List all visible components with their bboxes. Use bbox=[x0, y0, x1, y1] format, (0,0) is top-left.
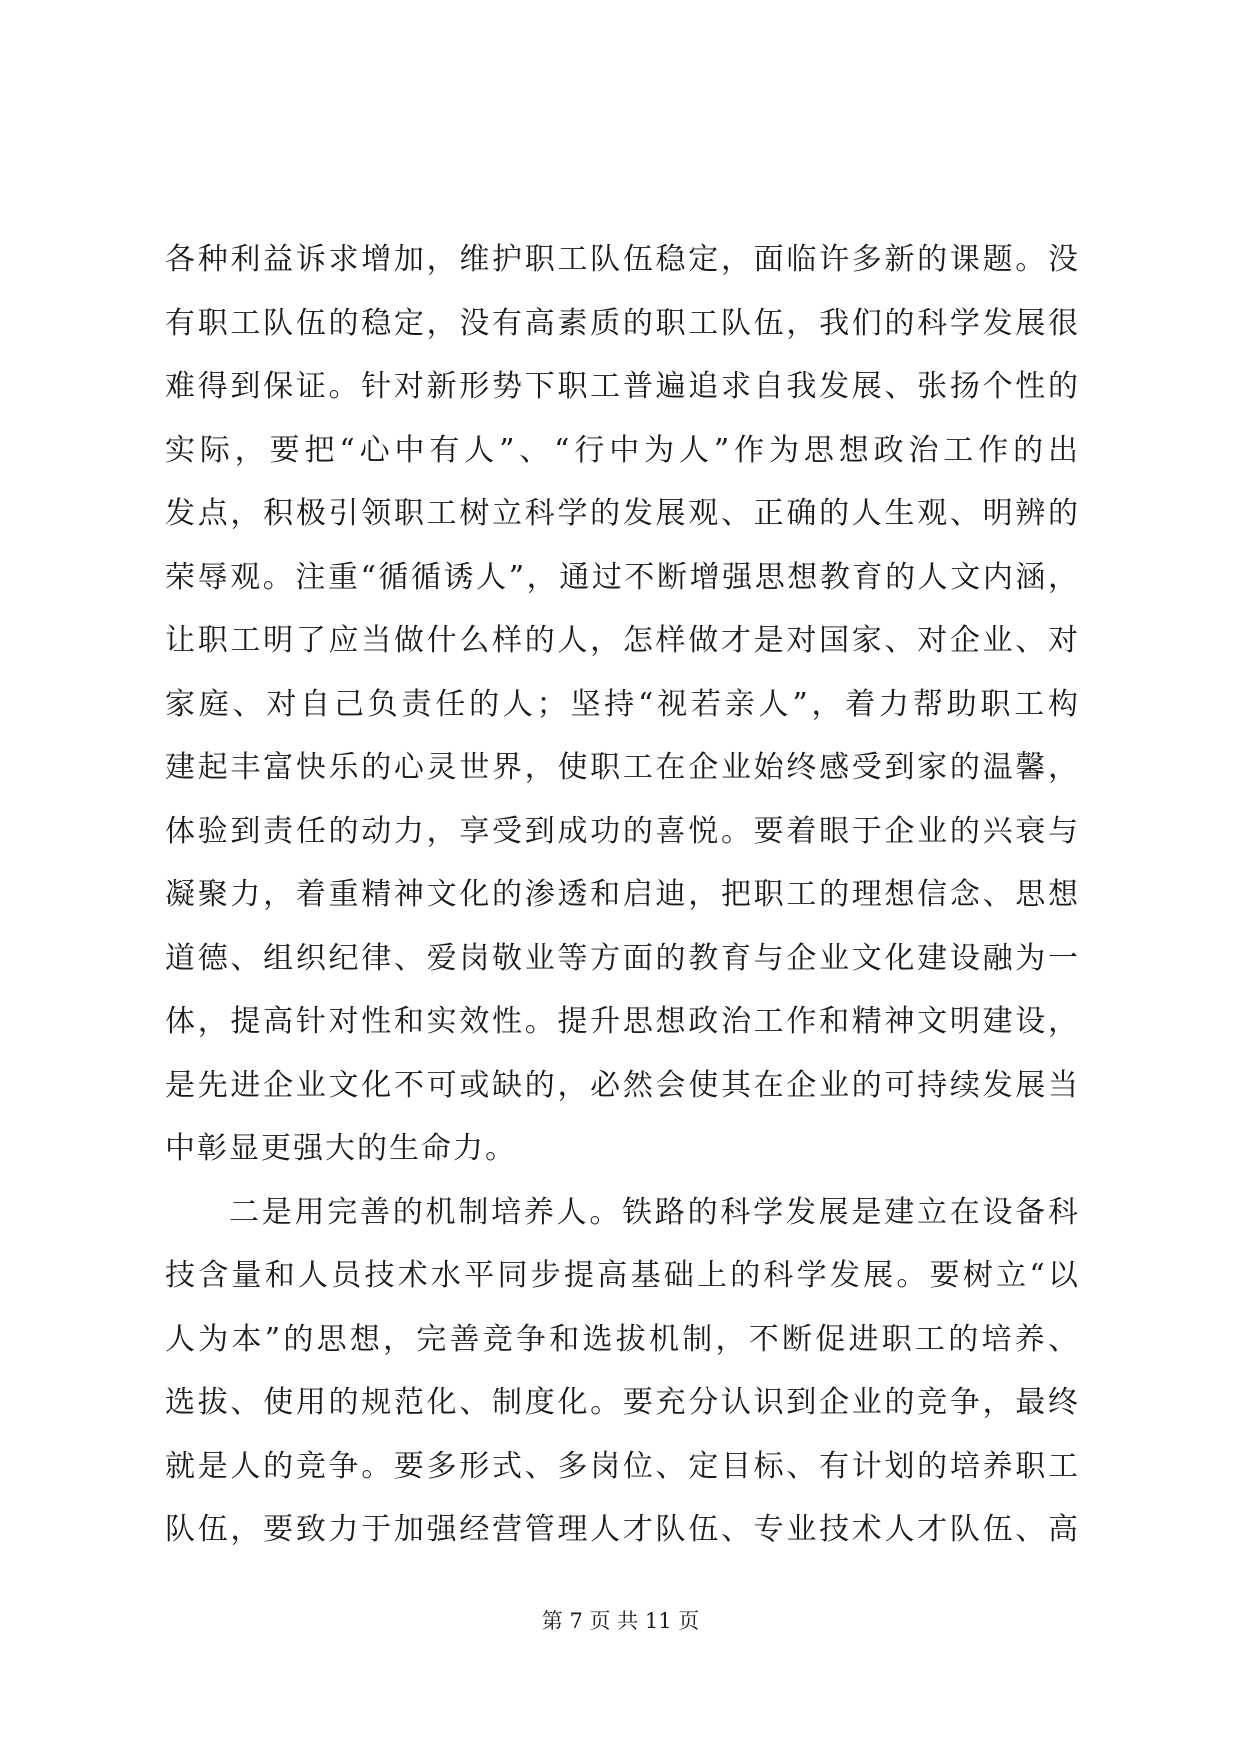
text-line: 发点，积极引领职工树立科学的发展观、正确的人生观、明辨的 bbox=[165, 496, 1080, 531]
page-number-footer: 第 7 页 共 11 页 bbox=[541, 1609, 700, 1633]
paragraph bbox=[165, 1181, 1080, 1562]
text-line: 是先进企业文化不可或缺的，必然会使其在企业的可持续发展当 bbox=[165, 1067, 1080, 1103]
text-line: 体验到责任的动力，享受到成功的喜悦。要着眼于企业的兴衰与 bbox=[165, 813, 1080, 849]
text-line: 就是人的竞争。要多形式、多岗位、定目标、有计划的培养职工 bbox=[165, 1448, 1080, 1484]
text-line: 人为本”的思想，完善竞争和选拔机制，不断促进职工的培养、 bbox=[165, 1321, 1080, 1357]
text-line: 家庭、对自己负责任的人；坚持“视若亲人”，着力帮助职工构 bbox=[165, 686, 1080, 722]
text-line: 中彰显更强大的生命力。 bbox=[165, 1131, 517, 1166]
text-line: 队伍，要致力于加强经营管理人才队伍、专业技术人才队伍、高 bbox=[165, 1512, 1080, 1547]
text-line: 有职工队伍的稳定，没有高素质的职工队伍，我们的科学发展很 bbox=[165, 305, 1080, 341]
document-body bbox=[165, 228, 1080, 1562]
text-line: 各种利益诉求增加，维护职工队伍稳定，面临许多新的课题。没 bbox=[165, 242, 1080, 277]
text-line: 实际，要把“心中有人”、“行中为人”作为思想政治工作的出 bbox=[165, 432, 1080, 468]
text-line: 道德、组织纪律、爱岗敬业等方面的教育与企业文化建设融为一 bbox=[165, 940, 1080, 976]
text-line: 荣辱观。注重“循循诱人”，通过不断增强思想教育的人文内涵， bbox=[165, 559, 1080, 595]
text-line: 让职工明了应当做什么样的人，怎样做才是对国家、对企业、对 bbox=[165, 623, 1080, 658]
text-line: 二是用完善的机制培养人。铁路的科学发展是建立在设备科 bbox=[229, 1194, 1080, 1230]
text-line: 建起丰富快乐的心灵世界，使职工在企业始终感受到家的温馨， bbox=[165, 750, 1080, 785]
text-line: 选拔、使用的规范化、制度化。要充分认识到企业的竞争，最终 bbox=[165, 1385, 1080, 1420]
text-line: 体，提高针对性和实效性。提升思想政治工作和精神文明建设， bbox=[165, 1004, 1080, 1039]
text-line: 凝聚力，着重精神文化的渗透和启迪，把职工的理想信念、思想 bbox=[165, 877, 1080, 912]
paragraph bbox=[165, 228, 1080, 1181]
text-line: 技含量和人员技术水平同步提高基础上的科学发展。要树立“以 bbox=[165, 1258, 1080, 1293]
text-line: 难得到保证。针对新形势下职工普遍追求自我发展、张扬个性的 bbox=[165, 369, 1080, 404]
